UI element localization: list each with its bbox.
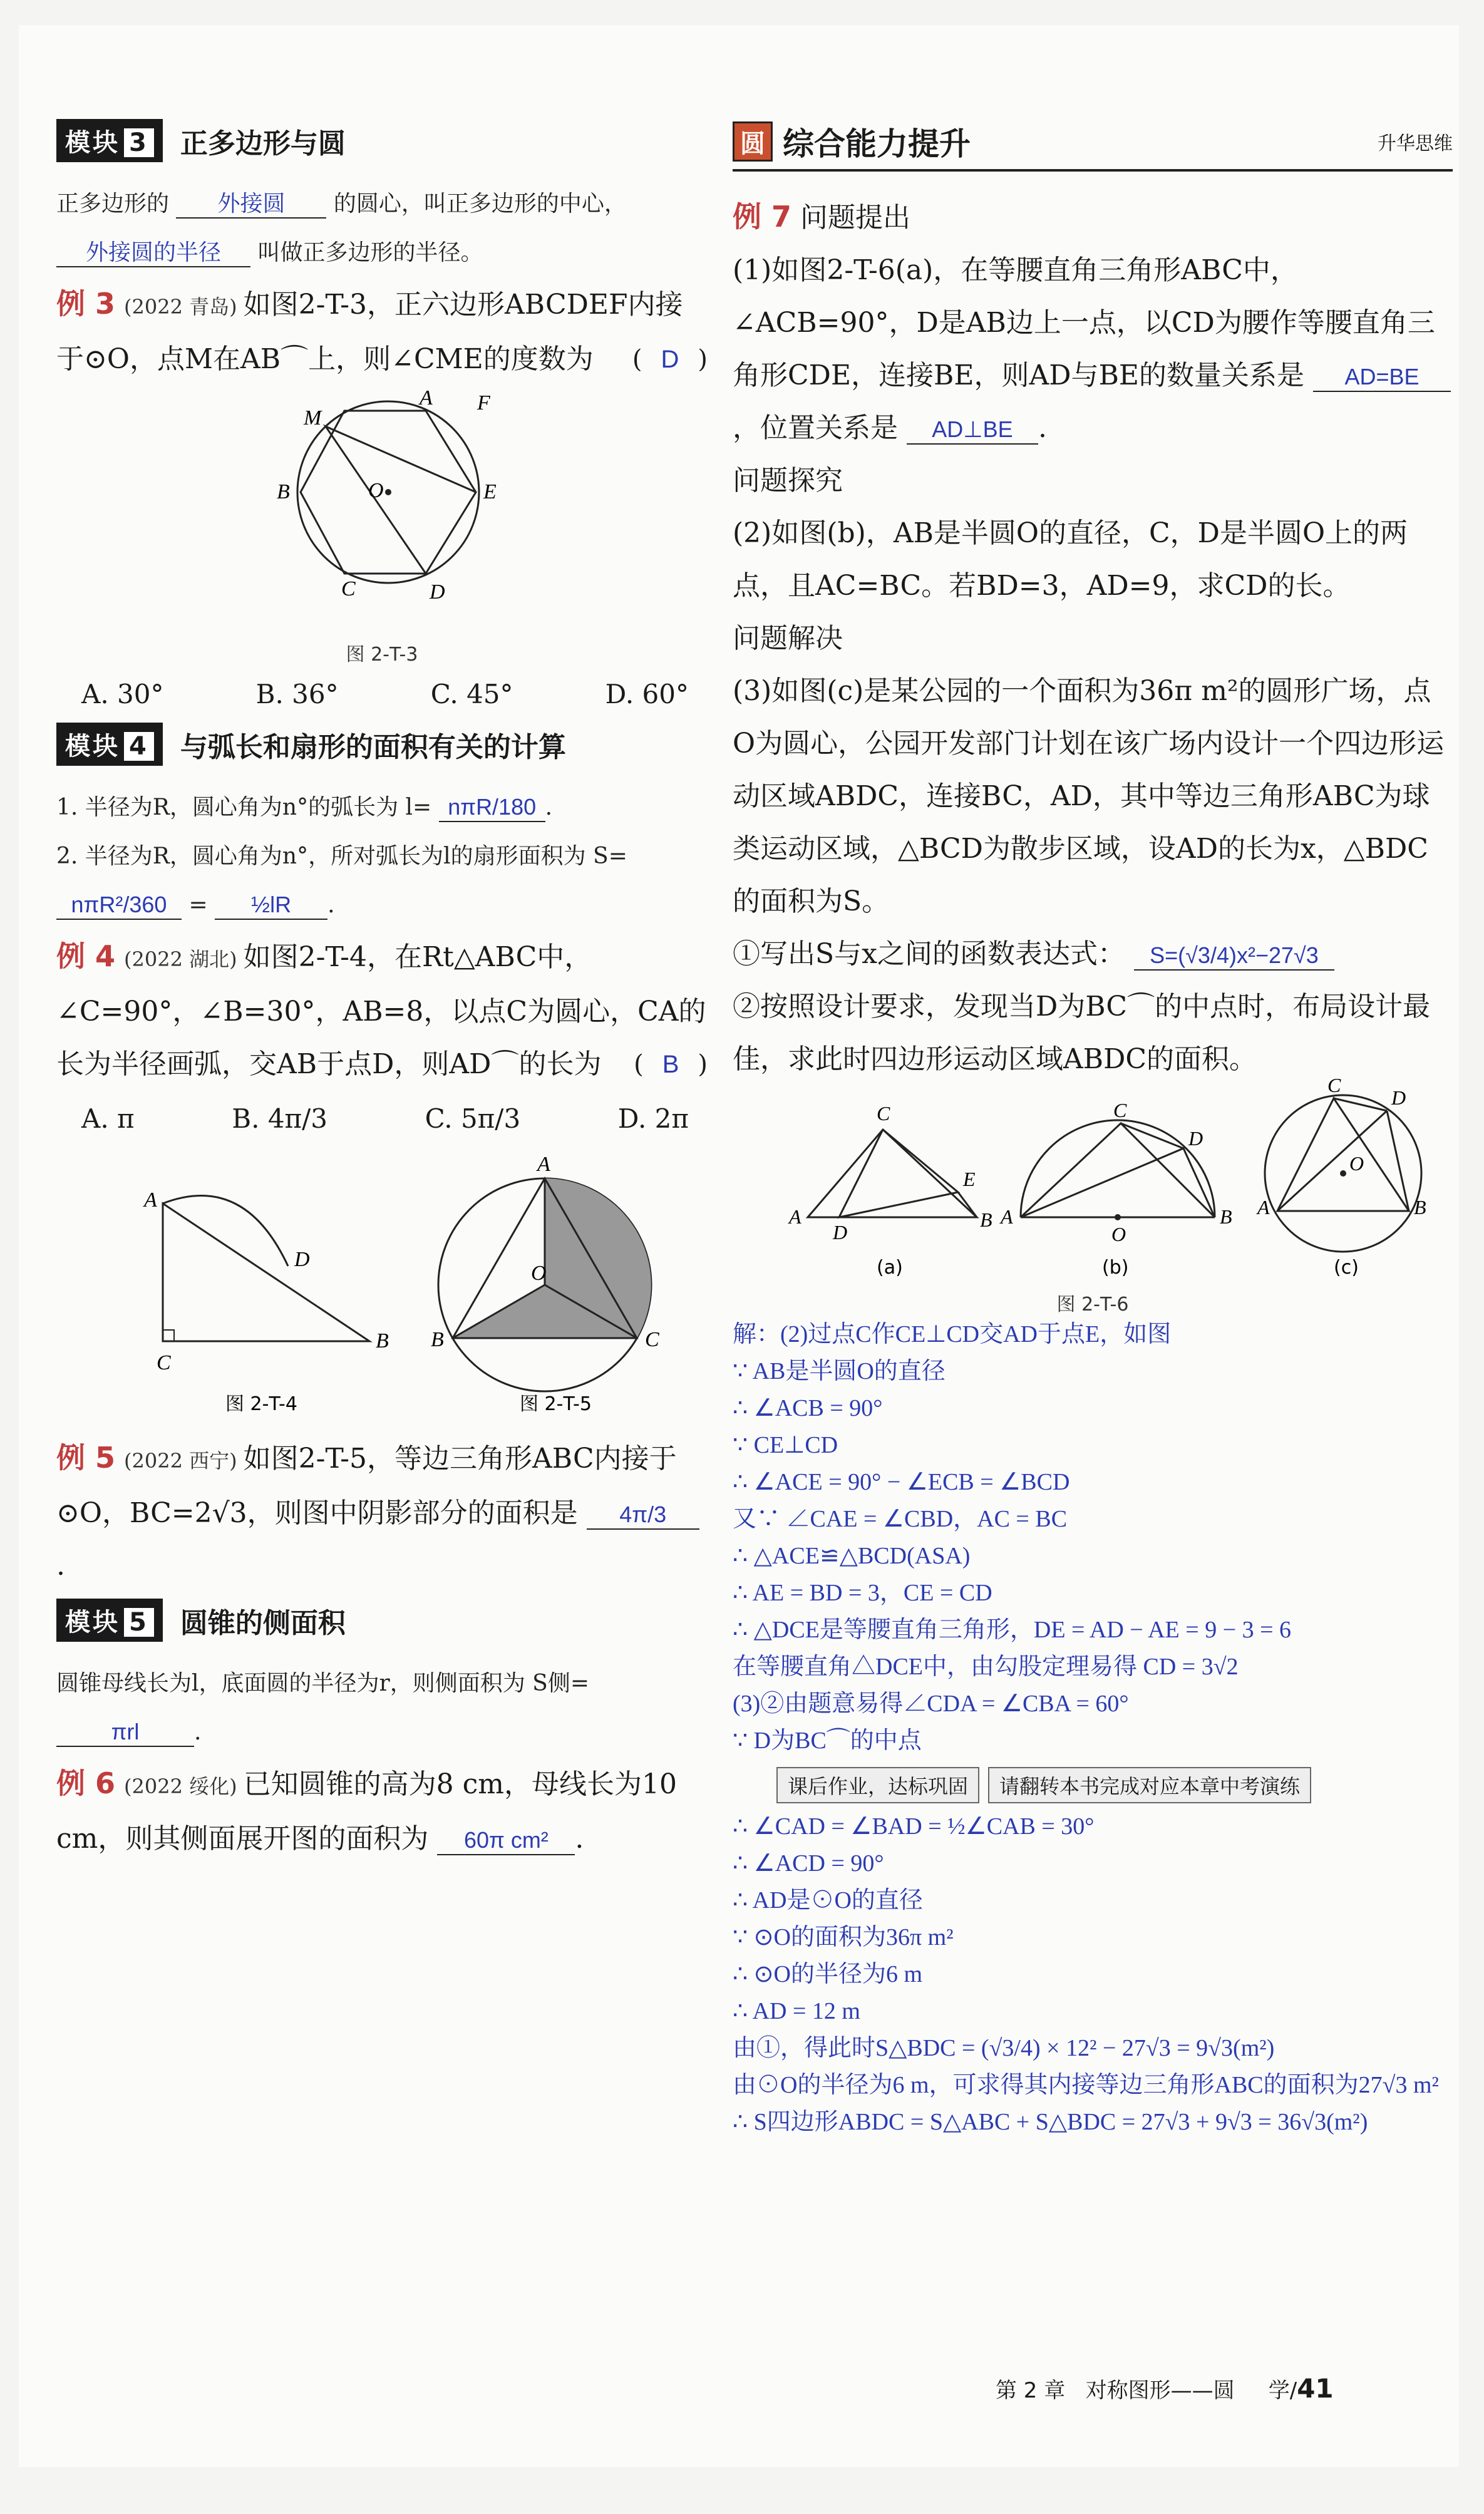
- label-C: C: [877, 1102, 890, 1125]
- homework-tag: 课后作业，达标巩固: [776, 1767, 979, 1803]
- label-B: B: [431, 1328, 444, 1351]
- figure-caption: 图 2-T-4: [225, 1393, 297, 1415]
- label-A: A: [144, 1188, 157, 1212]
- example-3: 例 3 (2022 青岛) 如图2-T-3，正六边形ABCDEF内接于⊙O，点M在AB⌒上，则∠CME的度数为 ( D ): [56, 277, 708, 386]
- answer-blank: ½lR: [215, 891, 327, 920]
- module-title: 与弧长和扇形的面积有关的计算: [180, 731, 566, 763]
- figure-caption: 图 2-T-3: [346, 644, 418, 666]
- module-3-header: [56, 119, 708, 162]
- label-B: B: [1220, 1205, 1232, 1228]
- module-tag: 模块 5: [56, 1599, 163, 1642]
- answer-blank: 外接圆的半径: [56, 239, 250, 267]
- label-C: C: [341, 577, 356, 600]
- figures-2-T-4-and-2-T-5: [56, 1147, 708, 1416]
- module-4-header: [56, 723, 708, 766]
- solution-line: ∴ ∠ACB = 90°: [733, 1395, 883, 1421]
- subfigure-caption: (b): [1102, 1257, 1129, 1279]
- solution-line: ∵ CE⊥CD: [733, 1432, 838, 1458]
- solution-line: ∵ D为BC⌒的中点: [733, 1728, 922, 1754]
- solution-line: (3)②由题意易得∠CDA = ∠CBA = 60°: [733, 1691, 1129, 1717]
- example-3-choices: A. 30° B. 36° C. 45° D. 60°: [81, 679, 689, 709]
- label-C: C: [1327, 1074, 1341, 1096]
- solution: [733, 1316, 1453, 1759]
- label-E: E: [963, 1168, 976, 1190]
- module-3-text: 正多边形的 外接圆 的圆心，叫正多边形的中心， 外接圆的半径 叫做正多边形的半径。: [56, 180, 708, 277]
- label-B: B: [1414, 1196, 1426, 1218]
- label-O: O: [368, 479, 384, 502]
- subfigure-caption: (a): [877, 1257, 903, 1279]
- section-subtitle: 升华思维: [1378, 133, 1453, 155]
- figure-2-T-3: [56, 386, 708, 636]
- example-4: 例 4 (2022 湖北) 如图2-T-4，在Rt△ABC中，∠C=90°，∠B=30°，AB=8，以点C为圆心，CA的长为半径画弧，交AB于点D，则AD⌒的长为 ( B ): [56, 930, 708, 1091]
- module-tag: 模块 3: [56, 119, 163, 162]
- page-footer: [996, 2373, 1334, 2404]
- solution-continued: [733, 1808, 1453, 2141]
- label-A: A: [420, 386, 433, 410]
- answer-blank: S=(√3/4)x²−27√3: [1134, 942, 1334, 971]
- solution-line: ∴ ⊙O的半径为6 m: [733, 1961, 923, 1987]
- answer-blank: 4π/3: [587, 1501, 699, 1530]
- footer-title: 对称图形——圆: [1085, 2378, 1235, 2403]
- answer-blank: 外接圆: [176, 190, 326, 219]
- module-tag: 模块 4: [56, 723, 163, 766]
- label-D: D: [1391, 1086, 1406, 1109]
- label-O: O: [1349, 1152, 1364, 1175]
- answer-blank: AD⊥BE: [907, 416, 1038, 445]
- module-4-item-1: 1. 半径为R，圆心角为n°的弧长为 l= nπR/180 .: [56, 783, 708, 832]
- page: [19, 25, 1459, 2467]
- solution-line: ∴ △ACE≌△BCD(ASA): [733, 1543, 971, 1569]
- label-A: A: [1001, 1205, 1013, 1228]
- solution-line: 又∵ ∠CAE = ∠CBD，AC = BC: [733, 1506, 1068, 1532]
- solution-line: 由①，得此时S△BDC = (√3/4) × 12² − 27√3 = 9√3(m²): [733, 2035, 1275, 2061]
- solution-line: ∴ S四边形ABDC = S△ABC + S△BDC = 27√3 + 9√3 = 36√3(m²): [733, 2109, 1368, 2135]
- module-4-item-2: 2. 半径为R，圆心角为n°，所对弧长为l的扇形面积为 S= nπR²/360 = ½lR .: [56, 832, 708, 930]
- answer-blank: πrl: [56, 1718, 194, 1747]
- answer-choice: ( D ): [632, 345, 708, 374]
- example-7: 例 7 问题提出 (1)如图2-T-6(a)，在等腰直角三角形ABC中，∠ACB=90°，D是AB边上一点，以CD为腰作等腰直角三角形CDE，连接BE，则AD与BE的数量关系是 AD=BE，位置关系是 AD⊥BE . 问题探究 (2)如图(b)，AB是半圆O的直径，C，D是半圆O上的两点，且AC=BC。若BD=3，AD=9，求CD的长。 问题解决 (3)如图(c)是某公园的一个面积为36π m²的圆形广场，点O为圆心，公园开发部门计划在该广场内设计一个四边形运动区域ABDC，连接BC，AD，其中等边三角形ABC为球类运动区域，△BCD为散步区域，设AD的长为x，△BDC的面积为S。 ①写出S与x之间的函数表达式： S=(√3/4)x²−27√3 ②按照设计要求，发现当D为BC⌒的中点时，布局设计最佳，求此时四边形运动区域ABDC的面积。: [733, 190, 1453, 1086]
- answer-blank: AD=BE: [1313, 363, 1451, 392]
- answer-blank: 60π cm²: [437, 1826, 575, 1855]
- label-D: D: [430, 580, 445, 604]
- section-header: [733, 119, 1453, 172]
- answer-choice: ( B ): [634, 1050, 708, 1079]
- label-F: F: [477, 391, 490, 415]
- solution-line: ∴ AD = 12 m: [733, 1998, 860, 2024]
- label-C: C: [157, 1351, 171, 1374]
- example-5: 例 5 (2022 西宁) 如图2-T-5，等边三角形ABC内接于⊙O，BC=2√3，则图中阴影部分的面积是 4π/3.: [56, 1431, 708, 1592]
- figure-caption: 图 2-T-6: [1056, 1294, 1129, 1316]
- section-title: 综合能力提升: [783, 126, 971, 162]
- left-column: [56, 119, 708, 1865]
- label-A: A: [789, 1205, 801, 1228]
- solution-line: ∵ AB是半圆O的直径: [733, 1358, 946, 1384]
- solution-line: ∴ △DCE是等腰直角三角形，DE = AD − AE = 9 − 3 = 6: [733, 1617, 1292, 1643]
- answer-blank: nπR²/360: [56, 891, 182, 920]
- label-D: D: [1188, 1127, 1203, 1150]
- solution-line: 解：(2)过点C作CE⊥CD交AD于点E，如图: [733, 1321, 1172, 1347]
- module-5-text: 圆锥母线长为l，底面圆的半径为r，则侧面积为 S侧= πrl .: [56, 1659, 708, 1757]
- solution-line: 由⊙O的半径为6 m，可求得其内接等边三角形ABC的面积为27√3 m²: [733, 2072, 1439, 2098]
- label-O: O: [531, 1262, 547, 1285]
- figure-caption: 图 2-T-5: [520, 1393, 592, 1415]
- solution-line: ∴ ∠CAD = ∠BAD = ½∠CAB = 30°: [733, 1813, 1095, 1840]
- solution-line: ∴ ∠ACD = 90°: [733, 1850, 884, 1877]
- section-icon: 圆: [733, 121, 773, 162]
- label-C: C: [1113, 1099, 1127, 1121]
- example-6: 例 6 (2022 绥化) 已知圆锥的高为8 cm，母线长为10 cm，则其侧面展开图的面积为 60π cm² .: [56, 1766, 677, 1855]
- homework-instruction: 请翻转本书完成对应本章中考演练: [988, 1767, 1311, 1803]
- homework-banner: [776, 1767, 1453, 1803]
- label-A: A: [537, 1153, 550, 1176]
- label-O: O: [1111, 1223, 1126, 1245]
- solution-line: ∴ ∠ACE = 90° − ∠ECB = ∠BCD: [733, 1469, 1070, 1495]
- label-D: D: [294, 1248, 310, 1271]
- footer-chapter: 第 2 章: [996, 2378, 1066, 2403]
- module-5-header: [56, 1599, 708, 1642]
- label-E: E: [483, 480, 497, 503]
- solution-line: ∴ AE = BD = 3，CE = CD: [733, 1580, 992, 1606]
- example-4-choices: A. π B. 4π/3 C. 5π/3 D. 2π: [81, 1103, 689, 1134]
- page-number: 41: [1297, 2373, 1334, 2404]
- right-column: [733, 119, 1453, 2141]
- figure-2-T-6: [733, 1074, 1453, 1286]
- footer-mark: 学/: [1268, 2378, 1297, 2403]
- label-B: B: [376, 1329, 389, 1352]
- module-title: 圆锥的侧面积: [180, 1607, 346, 1639]
- label-C: C: [645, 1328, 659, 1351]
- label-A: A: [1257, 1196, 1270, 1218]
- subfigure-caption: (c): [1334, 1257, 1359, 1279]
- solution-line: ∵ ⊙O的面积为36π m²: [733, 1924, 954, 1950]
- label-M: M: [304, 406, 322, 430]
- solution-line: 在等腰直角△DCE中，由勾股定理易得 CD = 3√2: [733, 1654, 1239, 1680]
- label-B: B: [980, 1208, 992, 1231]
- label-B: B: [277, 480, 290, 503]
- answer-blank: nπR/180: [439, 793, 545, 822]
- module-title: 正多边形与圆: [180, 127, 346, 160]
- label-D: D: [833, 1221, 848, 1244]
- solution-line: ∴ AD是⊙O的直径: [733, 1887, 923, 1914]
